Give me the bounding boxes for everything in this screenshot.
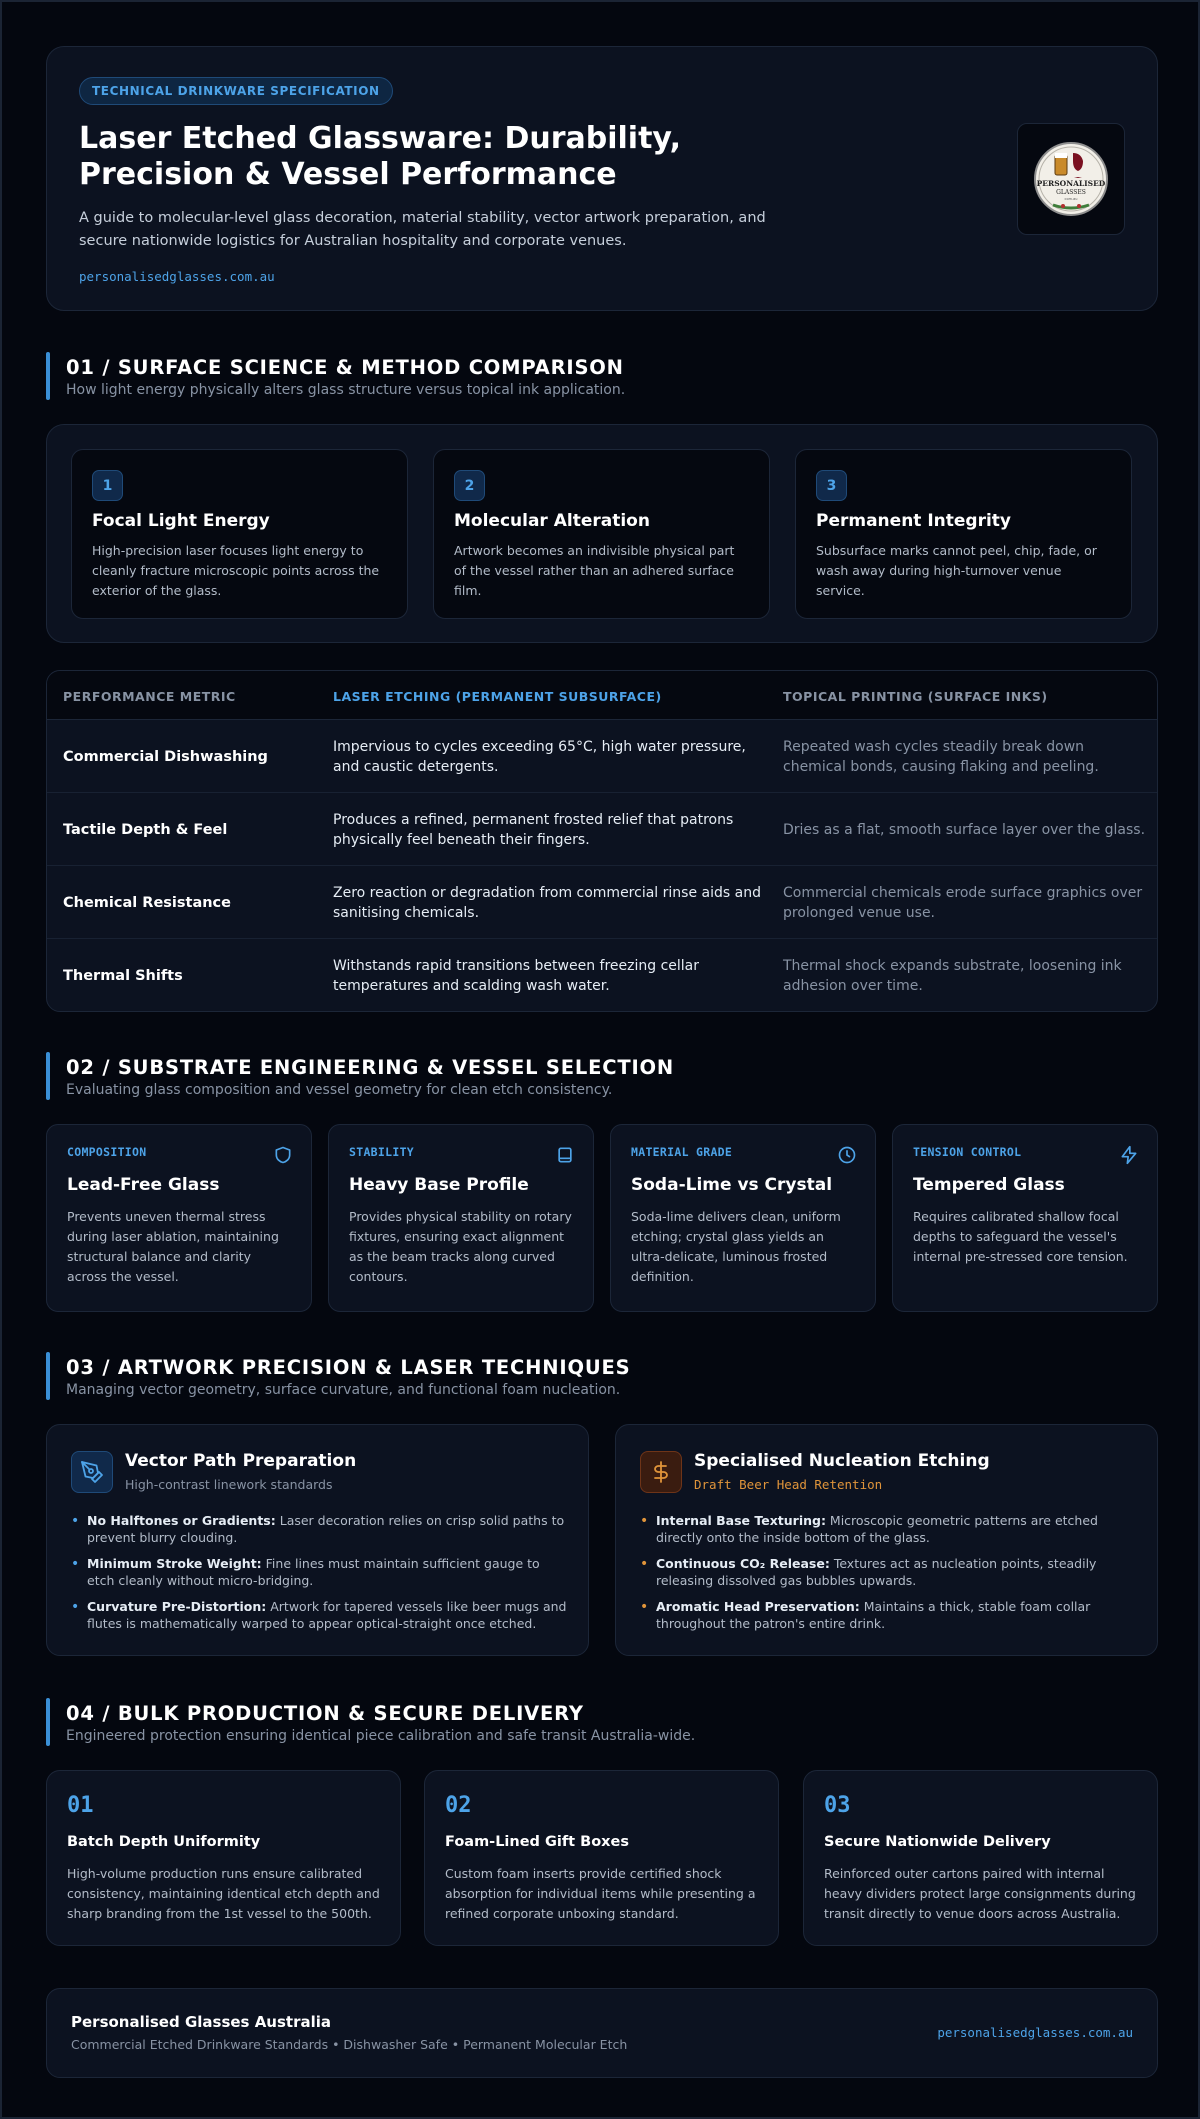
section-accent-bar [46, 1052, 50, 1100]
method-card-title: Permanent Integrity [816, 511, 1012, 531]
section-4-subtitle: Engineered protection ensuring identical piece calibration and safe transit Australia-wide. [66, 1728, 696, 1744]
table-cell-laser: Zero reaction or degradation from commercial rinse aids and sanitising chemicals. [333, 884, 761, 921]
table-cell-metric: Thermal Shifts [63, 967, 183, 984]
method-card-text: High-precision laser focuses light energy to cleanly fracture microscopic points across the exterior of the glass. [92, 543, 380, 598]
comparison-table [46, 670, 1158, 1012]
artwork-bullet-list [71, 1513, 571, 1642]
section-1-subtitle: How light energy physically alters glass structure versus topical ink application. [66, 382, 626, 398]
page-footer [46, 1988, 1158, 2078]
page-content [46, 46, 1158, 2052]
table-header-row [47, 671, 1157, 720]
list-item-label: Aromatic Head Preservation: [656, 1599, 860, 1614]
artwork-bullet-list [640, 1513, 1140, 1642]
footer-subtitle: Commercial Etched Drinkware Standards • Dishwasher Safe • Permanent Molecular Etch [71, 2037, 628, 2052]
section-2-header [46, 1052, 1158, 1102]
list-item [640, 1599, 1140, 1632]
method-card-title: Molecular Alteration [454, 511, 650, 531]
list-item-label: Continuous CO₂ Release: [656, 1556, 830, 1571]
list-item [71, 1513, 571, 1546]
spec-pill: TECHNICAL DRINKWARE SPECIFICATION [79, 77, 393, 105]
substrate-card-title: Lead-Free Glass [67, 1175, 220, 1195]
substrate-card-text: Soda-lime delivers clean, uniform etching; crystal glass yields an ultra-delicate, luminous frosted definition. [631, 1209, 841, 1284]
table-cell-laser: Impervious to cycles exceeding 65°C, high water pressure, and caustic detergents. [333, 738, 746, 775]
shield-icon [273, 1145, 293, 1165]
hero-url-link[interactable]: personalisedglasses.com.au [79, 269, 275, 284]
section-1-header [46, 352, 1158, 402]
method-card [433, 449, 770, 619]
dollar-icon [640, 1451, 682, 1493]
table-cell-laser: Withstands rapid transitions between freezing cellar temperatures and scalding wash water. [333, 957, 700, 994]
method-card-title: Focal Light Energy [92, 511, 270, 531]
delivery-card-text: High-volume production runs ensure calibrated consistency, maintaining identical etch depth and sharp branding from the 1st vessel to the 500th. [67, 1866, 380, 1921]
footer-url-link[interactable]: personalisedglasses.com.au [937, 2025, 1133, 2040]
table-cell-metric: Commercial Dishwashing [63, 748, 268, 765]
substrate-card-tag: TENSION CONTROL [913, 1145, 1022, 1159]
artwork-card-subtitle: High-contrast linework standards [125, 1477, 333, 1492]
pen-tool-icon [71, 1451, 113, 1493]
section-accent-bar [46, 1698, 50, 1746]
step-number-badge: 2 [454, 470, 485, 501]
delivery-card-number: 01 [67, 1793, 94, 1818]
substrate-card-title: Heavy Base Profile [349, 1175, 529, 1195]
artwork-card-title: Vector Path Preparation [125, 1451, 357, 1471]
section-3-subtitle: Managing vector geometry, surface curvature, and functional foam nucleation. [66, 1382, 621, 1398]
logo-text-line1: PERSONALISED [1036, 179, 1106, 188]
table-cell-print: Thermal shock expands substrate, loosening ink adhesion over time. [783, 957, 1122, 994]
method-panel [46, 424, 1158, 643]
delivery-card-title: Foam-Lined Gift Boxes [445, 1834, 629, 1850]
substrate-card [46, 1124, 312, 1312]
artwork-card-title: Specialised Nucleation Etching [694, 1451, 990, 1471]
table-row [47, 720, 1157, 793]
hero-lede: A guide to molecular-level glass decoration, material stability, vector artwork preparation, and secure nationwide logistics for Australian hospitality and corporate venues. [79, 210, 766, 249]
artwork-card-vector [46, 1424, 589, 1656]
list-item-label: Curvature Pre-Distortion: [87, 1599, 267, 1614]
table-row [47, 939, 1157, 1012]
list-item-text: Laser decoration relies on crisp solid paths to prevent blurry clouding. [87, 1513, 565, 1545]
table-cell-print: Repeated wash cycles steadily break down chemical bonds, causing flaking and peeling. [783, 738, 1099, 775]
artwork-card-nucleation [615, 1424, 1158, 1656]
list-item [640, 1556, 1140, 1589]
section-3-header [46, 1352, 1158, 1402]
section-2-subtitle: Evaluating glass composition and vessel geometry for clean etch consistency. [66, 1082, 613, 1098]
delivery-card-number: 03 [824, 1793, 851, 1818]
delivery-card-text: Reinforced outer cartons paired with internal heavy dividers protect large consignments during transit directly to venue doors across Australia. [824, 1866, 1136, 1921]
delivery-card-number: 02 [445, 1793, 472, 1818]
list-item-text: Microscopic geometric patterns are etched directly onto the inside bottom of the glass. [656, 1513, 1098, 1545]
table-header-laser: LASER ETCHING (PERMANENT SUBSURFACE) [333, 689, 662, 704]
section-2-title: 02 / SUBSTRATE ENGINEERING & VESSEL SELECTION [66, 1056, 675, 1079]
section-4-title: 04 / BULK PRODUCTION & SECURE DELIVERY [66, 1702, 584, 1725]
substrate-card-tag: MATERIAL GRADE [631, 1145, 733, 1159]
brand-logo [1033, 139, 1109, 219]
section-3-title: 03 / ARTWORK PRECISION & LASER TECHNIQUES [66, 1356, 631, 1379]
tablet-icon [555, 1145, 575, 1165]
list-item-text: Maintains a thick, stable foam collar throughout the patron's entire drink. [656, 1599, 1091, 1631]
logo-text-line2: GLASSES [1056, 189, 1086, 196]
substrate-card-tag: STABILITY [349, 1145, 415, 1159]
table-cell-print: Dries as a flat, smooth surface layer over the glass. [783, 821, 1146, 838]
section-4-header [46, 1698, 1158, 1748]
method-card [71, 449, 408, 619]
substrate-card-text: Prevents uneven thermal stress during laser ablation, maintaining structural balance and clarity across the vessel. [67, 1209, 279, 1284]
table-header-metric: PERFORMANCE METRIC [63, 689, 236, 704]
delivery-card-title: Secure Nationwide Delivery [824, 1834, 1051, 1850]
substrate-card-text: Provides physical stability on rotary fixtures, ensuring exact alignment as the beam tracks along curved contours. [349, 1209, 572, 1284]
list-item [71, 1556, 571, 1589]
logo-text-line3: com.au [1064, 197, 1078, 201]
substrate-card-text: Requires calibrated shallow focal depths to safeguard the vessel's internal pre-stressed core tension. [913, 1209, 1128, 1264]
list-item [640, 1513, 1140, 1546]
table-cell-metric: Chemical Resistance [63, 894, 231, 911]
delivery-card-text: Custom foam inserts provide certified shock absorption for individual items while presenting a refined corporate unboxing standard. [445, 1866, 756, 1921]
page-title: Laser Etched Glassware: Durability, Precision & Vessel Performance [79, 121, 682, 192]
section-accent-bar [46, 352, 50, 400]
table-cell-laser: Produces a refined, permanent frosted relief that patrons physically feel beneath their fingers. [333, 811, 734, 848]
list-item-label: Minimum Stroke Weight: [87, 1556, 262, 1571]
method-card-text: Artwork becomes an indivisible physical part of the vessel rather than an adhered surface film. [454, 543, 735, 598]
step-number-badge: 1 [92, 470, 123, 501]
section-accent-bar [46, 1352, 50, 1400]
delivery-card-title: Batch Depth Uniformity [67, 1834, 261, 1850]
delivery-card [46, 1770, 401, 1946]
step-number-badge: 3 [816, 470, 847, 501]
substrate-card-title: Tempered Glass [913, 1175, 1065, 1195]
lightning-icon [1119, 1145, 1139, 1165]
table-header-print: TOPICAL PRINTING (SURFACE INKS) [783, 689, 1048, 704]
list-item-label: No Halftones or Gradients: [87, 1513, 276, 1528]
method-card [795, 449, 1132, 619]
substrate-card [892, 1124, 1158, 1312]
artwork-card-subtitle: Draft Beer Head Retention [694, 1477, 883, 1492]
substrate-card [328, 1124, 594, 1312]
clock-icon [837, 1145, 857, 1165]
substrate-card-tag: COMPOSITION [67, 1145, 147, 1159]
list-item-text: Textures act as nucleation points, steadily releasing dissolved gas bubbles upwards. [656, 1556, 1097, 1588]
list-item [71, 1599, 571, 1632]
method-card-text: Subsurface marks cannot peel, chip, fade, or wash away during high-turnover venue service. [816, 543, 1097, 598]
hero-panel [46, 46, 1158, 311]
table-row [47, 866, 1157, 939]
substrate-card-title: Soda-Lime vs Crystal [631, 1175, 833, 1195]
list-item-text: Fine lines must maintain sufficient gauge to etch cleanly without micro-bridging. [87, 1556, 540, 1588]
table-cell-print: Commercial chemicals erode surface graphics over prolonged venue use. [783, 884, 1143, 921]
delivery-card [424, 1770, 779, 1946]
delivery-card [803, 1770, 1158, 1946]
table-row [47, 793, 1157, 866]
logo-box [1017, 123, 1125, 235]
section-1-title: 01 / SURFACE SCIENCE & METHOD COMPARISON [66, 356, 624, 379]
footer-title: Personalised Glasses Australia [71, 2013, 332, 2031]
list-item-label: Internal Base Texturing: [656, 1513, 826, 1528]
list-item-text: Artwork for tapered vessels like beer mugs and flutes is mathematically warped to appear optical-straight once etched. [87, 1599, 567, 1631]
substrate-card [610, 1124, 876, 1312]
table-cell-metric: Tactile Depth & Feel [63, 821, 228, 838]
